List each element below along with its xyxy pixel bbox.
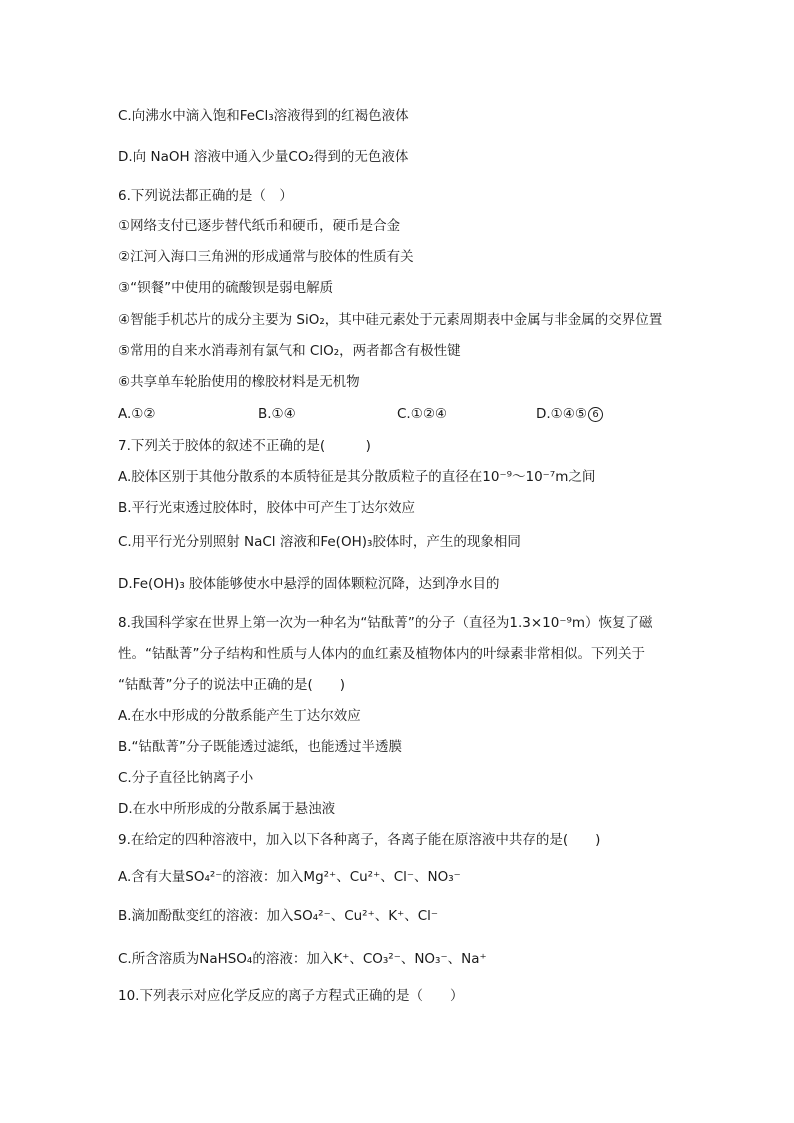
q6-statement-4: ④智能手机芯片的成分主要为 SiO₂，其中硅元素处于元素周期表中金属与非金属的交界位置 — [118, 312, 663, 328]
q6-option-c: C.①②④ — [397, 406, 448, 422]
q6-option-a: A.①② — [118, 406, 156, 422]
q7-stem: 7.下列关于胶体的叙述不正确的是( ) — [118, 438, 371, 454]
q8-stem-line-3: “钴酞菁”分子的说法中正确的是( ) — [118, 677, 346, 693]
q9-option-b: B.滴加酚酞变红的溶液：加入SO₄²⁻、Cu²⁺、K⁺、Cl⁻ — [118, 908, 438, 924]
q6-statement-1: ①网络支付已逐步替代纸币和硬币，硬币是合金 — [118, 218, 401, 234]
q8-stem-line-1: 8.我国科学家在世界上第一次为一种名为“钴酞菁”的分子（直径为1.3×10⁻⁹m）恢复了磁 — [118, 615, 653, 631]
q8-option-b: B.“钴酞菁”分子既能透过滤纸，也能透过半透膜 — [118, 739, 403, 755]
q7-option-a: A.胶体区别于其他分散系的本质特征是其分散质粒子的直径在10⁻⁹～10⁻⁷m之间 — [118, 469, 596, 485]
q6-statement-2: ②江河入海口三角洲的形成通常与胶体的性质有关 — [118, 249, 414, 265]
q6-stem: 6.下列说法都正确的是（ ） — [118, 188, 293, 204]
q8-option-c: C.分子直径比钠离子小 — [118, 770, 254, 786]
q9-option-a: A.含有大量SO₄²⁻的溶液：加入Mg²⁺、Cu²⁺、Cl⁻、NO₃⁻ — [118, 869, 461, 885]
q6-statement-3: ③“钡餐”中使用的硫酸钡是弱电解质 — [118, 280, 334, 296]
q5-option-c: C.向沸水中滴入饱和FeCl₃溶液得到的红褐色液体 — [118, 108, 409, 124]
q7-option-c: C.用平行光分别照射 NaCl 溶液和Fe(OH)₃胶体时，产生的现象相同 — [118, 534, 521, 550]
q6-option-d-text: D.①④⑤ — [536, 406, 587, 422]
q6-option-b: B.①④ — [258, 406, 296, 422]
q5-option-d: D.向 NaOH 溶液中通入少量CO₂得到的无色液体 — [118, 149, 409, 165]
q7-option-d: D.Fe(OH)₃ 胶体能够使水中悬浮的固体颗粒沉降，达到净水目的 — [118, 576, 500, 592]
q8-stem-line-2: 性。“钴酞菁”分子结构和性质与人体内的血红素及植物体内的叶绿素非常相似。下列关于 — [118, 646, 645, 662]
q8-option-d: D.在水中所形成的分散系属于悬浊液 — [118, 801, 336, 817]
circled-number-6: 6 — [588, 407, 603, 422]
q10-stem: 10.下列表示对应化学反应的离子方程式正确的是（ ） — [118, 988, 464, 1004]
q6-statement-6: ⑥共享单车轮胎使用的橡胶材料是无机物 — [118, 374, 360, 390]
q6-option-d — [536, 404, 603, 424]
q9-stem: 9.在给定的四种溶液中，加入以下各种离子，各离子能在原溶液中共存的是( ) — [118, 832, 601, 848]
q9-option-c: C.所含溶质为NaHSO₄的溶液：加入K⁺、CO₃²⁻、NO₃⁻、Na⁺ — [118, 951, 487, 967]
q8-option-a: A.在水中形成的分散系能产生丁达尔效应 — [118, 708, 361, 724]
q6-statement-5: ⑤常用的自来水消毒剂有氯气和 ClO₂，两者都含有极性键 — [118, 343, 461, 359]
q7-option-b: B.平行光束透过胶体时，胶体中可产生丁达尔效应 — [118, 500, 416, 516]
